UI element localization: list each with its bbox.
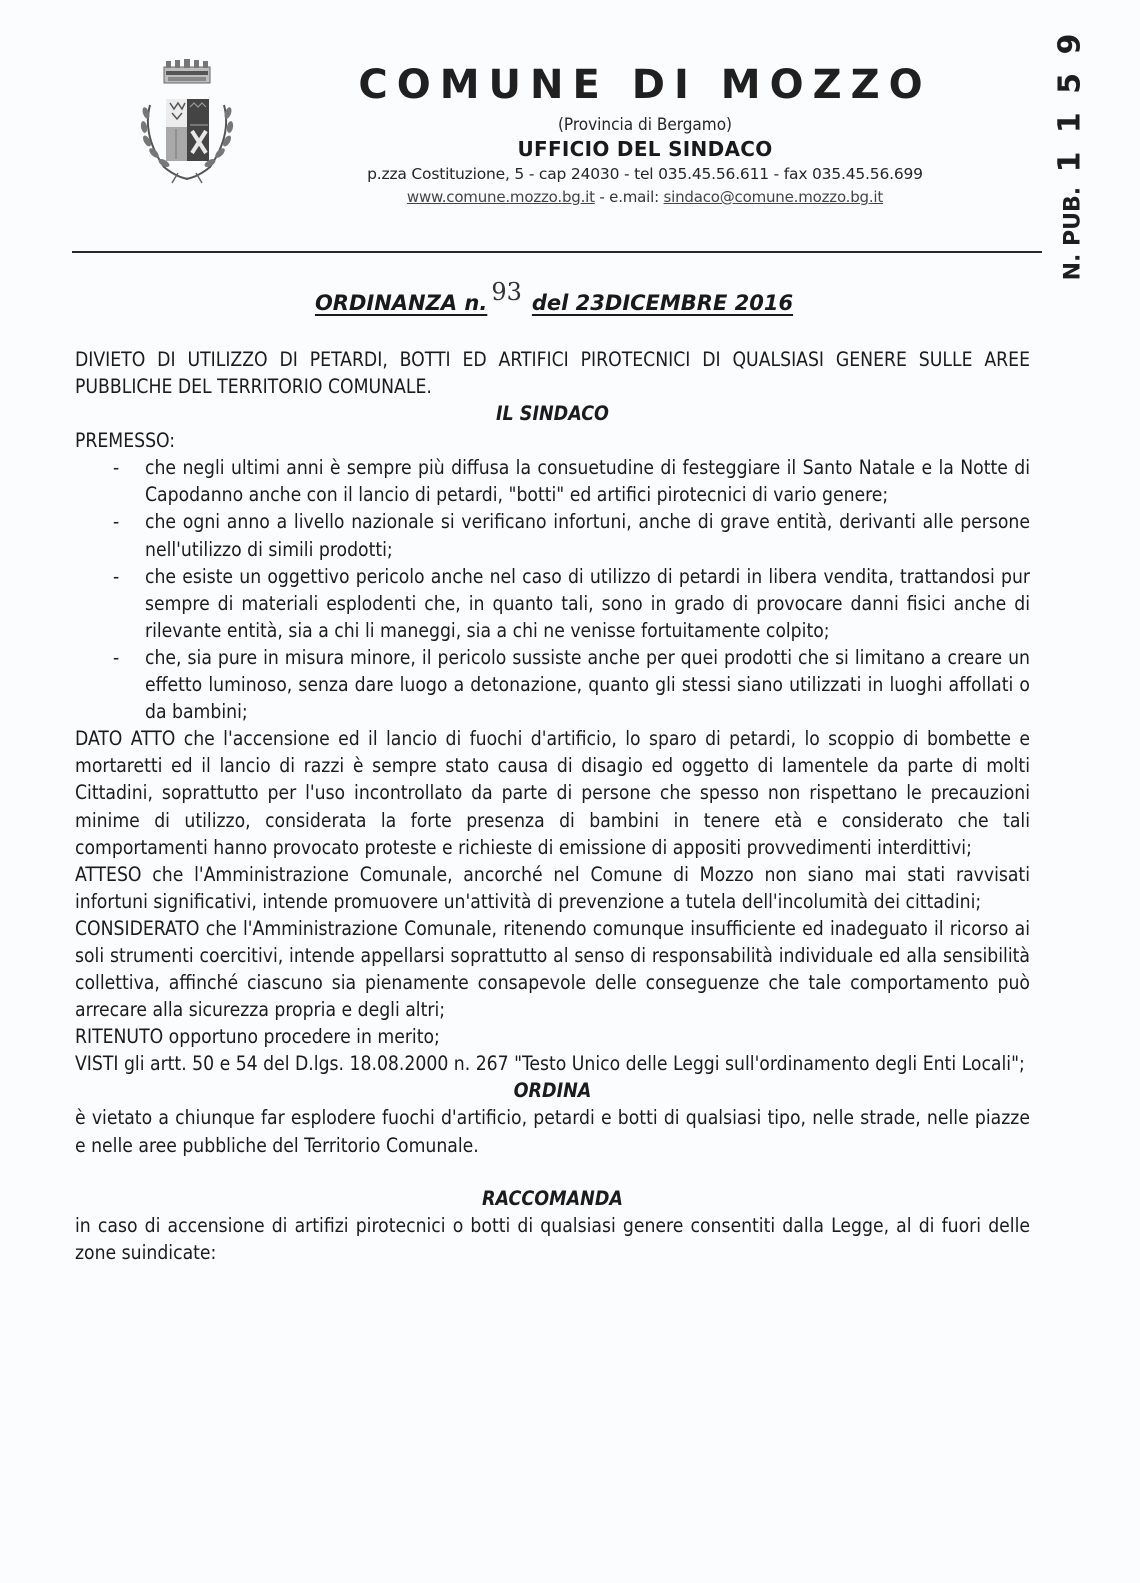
office-label: UFFICIO DEL SINDACO bbox=[517, 137, 773, 161]
contacts-line bbox=[300, 186, 990, 208]
document-body bbox=[75, 346, 1030, 1266]
coat-of-arms-icon bbox=[128, 55, 246, 185]
raccomanda-text: in caso di accensione di artifizi pirotecnici o botti di qualsiasi genere consentiti dalla Legge, al di fuori delle zone suindicate: bbox=[75, 1213, 1030, 1264]
bullet-dash: - bbox=[113, 645, 120, 669]
authority-heading: IL SINDACO bbox=[496, 402, 609, 426]
recital-dato-atto: DATO ATTO che l'accensione ed il lancio di fuochi d'artificio, lo sparo di petardi, lo scoppio di bombette e mortaretti ed il lancio di razzi è sempre stato causa di disagio ed oggetto di lamentele da parte di molti Cittadini, soprattutto per l'uso incontrollato da parte di persone che spesso non rispettano le precauzioni minime di utilizzo, considerata la forte presenza di bambini in tenere età e considerato che tali comportamenti hanno provocato proteste e richieste di emissione di appositi provvedimenti interdittivi; bbox=[75, 727, 1030, 859]
bullet-dash: - bbox=[113, 456, 120, 480]
subject: DIVIETO DI UTILIZZO DI PETARDI, BOTTI ED ARTIFICI PIROTECNICI DI QUALSIASI GENERE SULLE AREE PUBBLICHE DEL TERRITORIO COMUNALE. bbox=[75, 348, 1030, 399]
email-separator: - e.mail: bbox=[594, 188, 664, 206]
list-item: - che, sia pure in misura minore, il pericolo sussiste anche per quei prodotti che si limitano a creare un effetto luminoso, senza dare luogo a detonazione, quanto gli stessi siano utilizzati in luoghi affollati o da bambini; bbox=[113, 645, 1030, 724]
province-label: (Provincia di Bergamo) bbox=[557, 115, 733, 135]
website-link[interactable]: www.comune.mozzo.bg.it bbox=[406, 188, 595, 206]
stamp-prefix: N. PUB. bbox=[1060, 186, 1086, 281]
address-line: p.zza Costituzione, 5 - cap 24030 - tel 035.45.56.611 - fax 035.45.56.699 bbox=[367, 165, 923, 183]
stamp-number: 1 1 5 9 bbox=[1052, 29, 1088, 173]
list-item: - che ogni anno a livello nazionale si verificano infortuni, anche di grave entità, derivanti alle persone nell'utilizzo di simili prodotti; bbox=[113, 510, 1030, 561]
ordina-heading: ORDINA bbox=[513, 1079, 592, 1103]
recital-atteso: ATTESO che l'Amministrazione Comunale, ancorché nel Comune di Mozzo non siano mai stati ravvisati infortuni significativi, intende promuovere un'attività di prevenzione a tutela dell'incolumità dei cittadini; bbox=[75, 862, 1030, 913]
publication-stamp bbox=[1040, 29, 1100, 281]
ordinance-heading bbox=[0, 278, 1104, 316]
bullet-dash: - bbox=[113, 510, 120, 534]
ordinance-date: del 23DICEMBRE 2016 bbox=[531, 291, 794, 315]
raccomanda-heading: RACCOMANDA bbox=[481, 1186, 623, 1210]
header-divider bbox=[72, 251, 1042, 253]
list-item: - che negli ultimi anni è sempre più diffusa la consuetudine di festeggiare il Santo Natale e la Notte di Capodanno anche con il lancio di petardi, "botti" ed artifici pirotecnici di vario genere; bbox=[113, 456, 1030, 507]
bullet-dash: - bbox=[113, 564, 120, 588]
ordinance-label: ORDINANZA n. bbox=[314, 291, 488, 315]
letterhead bbox=[300, 62, 990, 208]
list-item: - che esiste un oggettivo pericolo anche nel caso di utilizzo di petardi in libera vendita, trattandosi pur sempre di materiali esplodenti che, in quanto tali, sono in grado di provocare danni fisici anche di rilevante entità, sia a chi li maneggi, sia a chi ne venisse fortuitamente colpito; bbox=[113, 564, 1030, 642]
premesso-label: PREMESSO: bbox=[75, 429, 176, 453]
email-link[interactable]: sindaco@comune.mozzo.bg.it bbox=[663, 188, 884, 206]
recital-considerato: CONSIDERATO che l'Amministrazione Comunale, ritenendo comunque insufficiente ed inadeguato il ricorso ai soli strumenti coercitivi, intende appellarsi soprattutto al senso di responsabilità individuale ed alla sensibilità collettiva, affinché ciascuno sia pienamente consapevole delle conseguenze che tale comportamento può arrecare alla sicurezza propria e degli altri; bbox=[75, 916, 1030, 1022]
recital-visti: VISTI gli artt. 50 e 54 del D.lgs. 18.08.2000 n. 267 "Testo Unico delle Leggi sull'ordinamento degli Enti Locali"; bbox=[75, 1052, 1025, 1076]
premesso-list bbox=[75, 454, 1030, 725]
ordina-text: è vietato a chiunque far esplodere fuochi d'artificio, petardi e botti di qualsiasi tipo, nelle strade, nelle piazze e nelle aree pubbliche del Territorio Comunale. bbox=[75, 1106, 1030, 1157]
recital-ritenuto: RITENUTO opportuno procedere in merito; bbox=[75, 1025, 440, 1049]
ordinance-number: 93 bbox=[491, 278, 522, 306]
org-title: COMUNE DI MOZZO bbox=[358, 62, 932, 108]
